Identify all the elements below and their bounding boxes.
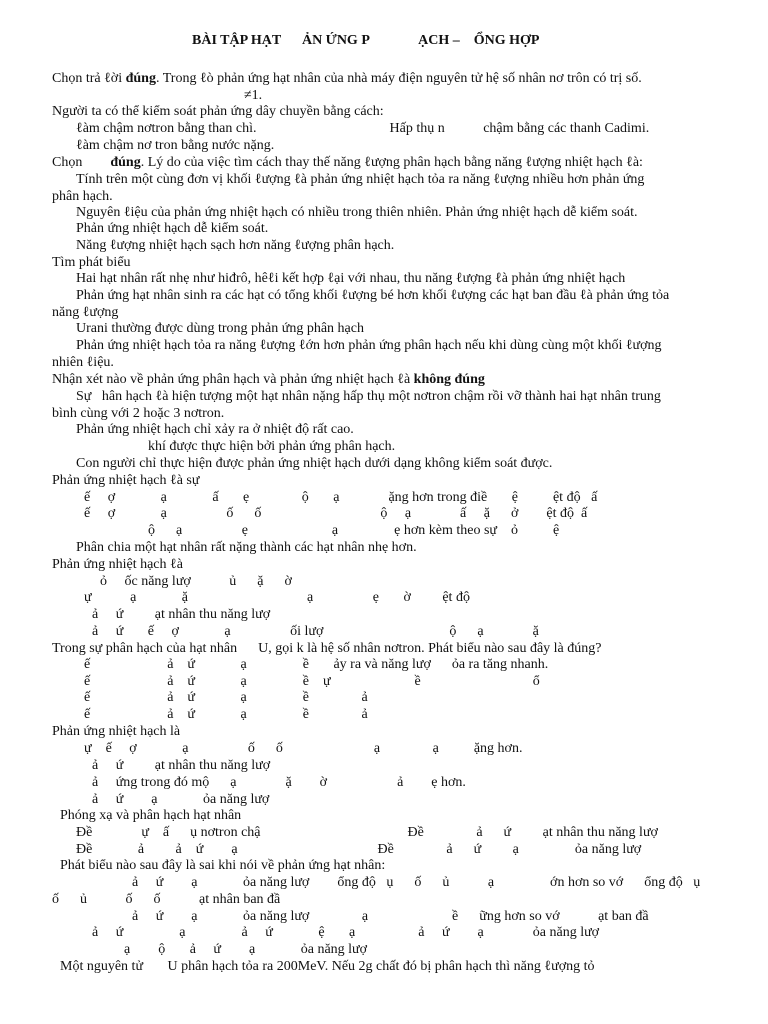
text-line <box>100 573 292 590</box>
line-text: ả ứ ạt nhân thu năng lượ <box>92 758 271 773</box>
text-line <box>52 723 180 740</box>
line-text: bình cùng với 2 hoặc 3 nơtron. <box>52 406 225 421</box>
line-text: Chọn <box>52 155 111 170</box>
text-line <box>60 857 385 874</box>
text-line <box>92 757 270 774</box>
line-text: nhiên ℓiệu. <box>52 355 114 370</box>
text-line <box>84 673 540 690</box>
line-text: khí được thực hiện bởi phản ứng phân hạch. <box>148 439 396 454</box>
text-line <box>148 522 559 539</box>
text-line <box>84 706 368 723</box>
line-text: Tìm phát biểu <box>52 255 131 270</box>
line-text: ả ứ ế ợ ạ ối lượ ộ ạ ặ <box>92 624 539 639</box>
text-line <box>76 270 625 287</box>
text-line <box>76 171 644 188</box>
text-line <box>76 237 394 254</box>
text-line <box>76 137 274 154</box>
text-line <box>52 556 183 573</box>
line-text: Phân chia một hạt nhân rất nặng thành các hạt nhân nhẹ hơn. <box>76 540 417 555</box>
text-line <box>52 354 114 371</box>
text-line <box>52 70 642 87</box>
text-line <box>76 841 641 858</box>
line-text: Người ta có thể kiểm soát phản ứng dây chuyền bằng cách: <box>52 104 384 119</box>
line-text: Phản ứng hạt nhân sinh ra các hạt có tổng khối ℓượng bé hơn khối ℓượng các hạt ban đầu ℓà phản ứng tỏa <box>76 288 670 303</box>
text-line <box>84 656 548 673</box>
line-text: Phản ứng nhiệt hạch là <box>52 724 181 739</box>
line-text: Trong sự phân hạch của hạt nhân U, gọi k là hệ số nhân nơtron. Phát biểu nào sau đây là đúng? <box>52 641 602 656</box>
line-emphasis: không đúng <box>413 372 485 387</box>
line-text: ế ợ ạ ấ ẹ ộ ạ ặng hơn trong điề ệ ệt độ ấ <box>84 490 598 505</box>
text-line <box>52 371 485 388</box>
line-text: ạ ộ ả ứ ạ ỏa năng lượ <box>124 942 368 957</box>
text-line <box>84 689 368 706</box>
line-text: ế ả ứ ạ ề ảy ra và năng lượ ỏa ra tăng nhanh. <box>84 657 549 672</box>
line-text: Urani thường được dùng trong phản ứng phân hạch <box>76 321 364 336</box>
line-text: Nguyên ℓiệu của phản ứng nhiệt hạch có nhiều trong thiên nhiên. Phản ứng nhiệt hạch dễ kiểm soát. <box>76 205 638 220</box>
line-text: Đề ự ấ ụ nơtron chậ Đề ả ứ ạt nhân thu năng lượ <box>76 825 658 840</box>
line-text: ả ứng trong đó mộ ạ ặ ờ ả ẹ hơn. <box>92 775 466 790</box>
line-text: ự ế ợ ạ ố ố ạ ạ ặng hơn. <box>84 741 523 756</box>
text-line <box>84 505 587 522</box>
text-line <box>124 941 367 958</box>
text-line <box>84 740 522 757</box>
text-line <box>60 807 241 824</box>
text-line <box>52 640 601 657</box>
text-line <box>52 154 643 171</box>
text-line <box>76 320 364 337</box>
line-text: Phản ứng nhiệt hạch ℓà sự <box>52 473 200 488</box>
line-text: ế ả ứ ạ ề ự ề ổ <box>84 674 540 689</box>
text-line <box>92 774 466 791</box>
line-text: ℓàm chậm nơ tron bằng nước nặng. <box>76 138 275 153</box>
page-title: BÀI TẬP HẠT ẢN ỨNG P ẠCH – ỔNG HỢP <box>192 33 540 48</box>
line-emphasis: đúng <box>125 71 156 86</box>
text-line <box>76 824 658 841</box>
text-line <box>132 908 649 925</box>
line-text: Năng ℓượng nhiệt hạch sạch hơn năng ℓượng phân hạch. <box>76 238 395 253</box>
text-line <box>76 204 638 221</box>
line-text: Phản ứng nhiệt hạch chỉ xảy ra ở nhiệt độ rất cao. <box>76 422 354 437</box>
line-text: năng ℓượng <box>52 305 119 320</box>
line-text: Phát biểu nào sau đây là sai khi nói về phản ứng hạt nhân: <box>60 858 386 873</box>
text-line <box>92 623 539 640</box>
text-line <box>148 438 395 455</box>
text-line <box>52 188 113 205</box>
line-text: ả ứ ạ ả ứ ệ ạ ả ứ ạ ỏa năng lượ <box>92 925 600 940</box>
text-line <box>76 455 552 472</box>
line-text: Một nguyên tử U phân hạch tỏa ra 200MeV. Nếu 2g chất đó bị phân hạch thì năng ℓượng tỏ <box>60 959 595 974</box>
line-text: Hai hạt nhân rất nhẹ như hiđrô, hêℓi kết hợp ℓại với nhau, thu năng ℓượng ℓà phản ứng nhiệt hạch <box>76 271 626 286</box>
text-line <box>244 87 262 104</box>
line-text: ố ủ ố ố ạt nhân ban đầ <box>52 892 281 907</box>
text-line <box>84 589 470 606</box>
line-text: ự ạ ặ ạ ẹ ờ ệt độ <box>84 590 470 605</box>
text-line <box>60 958 594 975</box>
line-text: ế ả ứ ạ ề ả <box>84 707 368 722</box>
line-text: ế ợ ạ ố ố ộ ạ ấ ặ ở ệt độ ấ <box>84 506 588 521</box>
text-line <box>92 924 599 941</box>
line-text: Sự hân hạch ℓà hiện tượng một hạt nhân nặng hấp thụ một nơtron chậm rồi vỡ thành hai hạt nhân trung <box>76 389 661 404</box>
line-text: ℓàm chậm nơtron bằng than chì. Hấp thụ n chậm bằng các thanh Cadimi. <box>76 121 650 136</box>
line-emphasis: đúng <box>110 155 141 170</box>
line-text: Phản ứng nhiệt hạch ℓà <box>52 557 183 572</box>
line-text: Tính trên một cùng đơn vị khối ℓượng ℓà phản ứng nhiệt hạch tỏa ra năng ℓượng nhiều hơn phản ứng <box>76 172 645 187</box>
text-line <box>76 539 417 556</box>
line-text: ả ứ ạ ỏa năng lượ ạ ề ững hơn so vớ ạt ban đầ <box>132 909 649 924</box>
text-line <box>132 874 700 891</box>
text-line <box>76 388 661 405</box>
line-text: Nhận xét nào về phản ứng phân hạch và phản ứng nhiệt hạch ℓà <box>52 372 414 387</box>
text-line <box>76 220 268 237</box>
line-text-after: . Trong ℓò phản ứng hạt nhân của nhà máy điện nguyên tử hệ số nhân nơ trôn có trị số. <box>155 71 642 86</box>
line-text: ả ứ ạ ỏa năng lượ ổng độ ụ ố ủ ạ ớn hơn so vớ ổng độ ụ <box>132 875 701 890</box>
line-text: ế ả ứ ạ ề ả <box>84 690 368 705</box>
text-line <box>92 791 269 808</box>
line-text: Con người chỉ thực hiện được phản ứng nhiệt hạch dưới dạng không kiểm soát được. <box>76 456 553 471</box>
line-text: ỏ ốc năng lượ ủ ặ ờ <box>100 574 292 589</box>
line-text: ≠1. <box>244 88 263 103</box>
text-line <box>76 120 649 137</box>
text-line <box>84 489 597 506</box>
line-text: Phản ứng nhiệt hạch dễ kiểm soát. <box>76 221 269 236</box>
text-line <box>76 337 662 354</box>
line-text: Chọn trả ℓời <box>52 71 126 86</box>
text-line <box>92 606 270 623</box>
line-text: phân hạch. <box>52 189 113 204</box>
line-text: ả ứ ạt nhân thu năng lượ <box>92 607 271 622</box>
line-text: ộ ạ ẹ ạ ẹ hơn kèm theo sự ỏ ệ <box>148 523 560 538</box>
text-line <box>76 287 669 304</box>
text-line <box>52 472 199 489</box>
text-line <box>52 891 280 908</box>
line-text: ả ứ ạ ỏa năng lượ <box>92 792 270 807</box>
line-text: Phóng xạ và phân hạch hạt nhân <box>60 808 242 823</box>
text-line <box>52 405 224 422</box>
text-line <box>52 254 131 271</box>
line-text: Đề ả ả ứ ạ Đề ả ứ ạ ỏa năng lượ <box>76 842 642 857</box>
line-text-after: . Lý do của việc tìm cách thay thế năng ℓượng phân hạch bằng năng ℓượng nhiệt hạch ℓà: <box>140 155 643 170</box>
line-text: Phản ứng nhiệt hạch tỏa ra năng ℓượng ℓớn hơn phản ứng phân hạch nếu khi dùng cùng một khối ℓượng <box>76 338 662 353</box>
text-line <box>52 304 118 321</box>
text-line <box>76 421 354 438</box>
text-line <box>52 103 384 120</box>
